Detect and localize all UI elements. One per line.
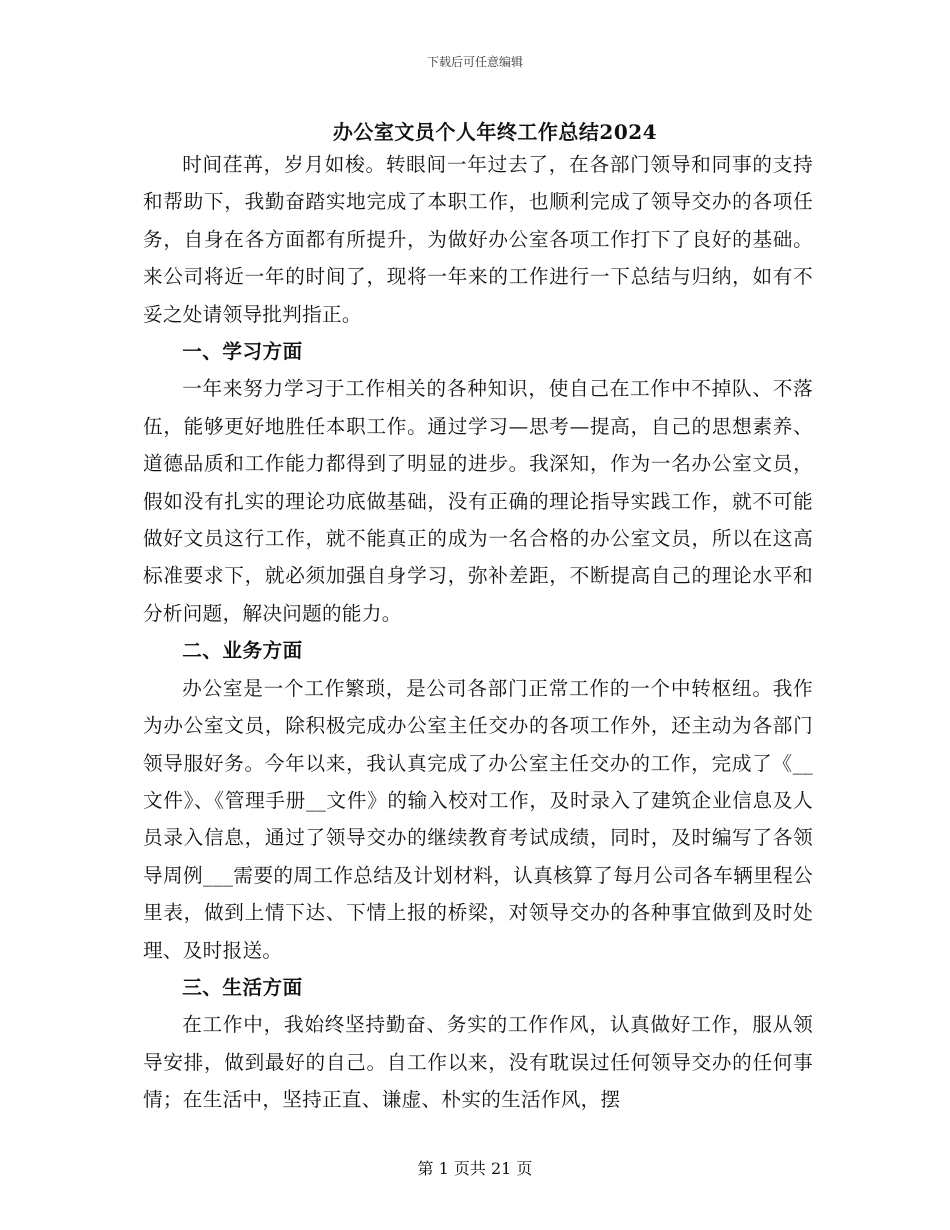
section-heading-business: 二、业务方面 xyxy=(182,639,303,663)
intro-paragraph: 时间荏苒，岁月如梭。转眼间一年过去了，在各部门领导和同事的支持和帮助下，我勤奋踏实地完成了本职工作，也顺利完成了领导交办的各项任务，自身在各方面都有所提升，为做好办公室各项工作打下了良好的基础。来公司将近一年的时间了，现将一年来的工作进行一下总结与归纳，如有不妥之处请领导批判指正。 xyxy=(143,153,813,326)
page-footer: 第 1 页共 21 页 xyxy=(417,1159,533,1178)
section-heading-study: 一、学习方面 xyxy=(182,340,303,364)
document-title: 办公室文员个人年终工作总结2024 xyxy=(332,120,658,144)
header-note: 下载后可任意编辑 xyxy=(426,55,523,69)
study-paragraph: 一年来努力学习于工作相关的各种知识，使自己在工作中不掉队、不落伍，能够更好地胜任本职工作。通过学习—思考—提高，自己的思想素养、道德品质和工作能力都得到了明显的进步。我深知，作为一名办公室文员，假如没有扎实的理论功底做基础，没有正确的理论指导实践工作，就不可能做好文员这行工作，就不能真正的成为一名合格的办公室文员，所以在这高标准要求下，就必须加强自身学习，弥补差距，不断提高自己的理论水平和分析问题，解决问题的能力。 xyxy=(143,377,813,625)
life-paragraph: 在工作中，我始终坚持勤奋、务实的工作作风，认真做好工作，服从领导安排，做到最好的自己。自工作以来，没有耽误过任何领导交办的任何事情；在生活中，坚持正直、谦虚、朴实的生活作风，摆 xyxy=(143,1013,813,1112)
document-body xyxy=(143,146,813,1119)
section-heading-life: 三、生活方面 xyxy=(182,975,303,999)
business-paragraph: 办公室是一个工作繁琐，是公司各部门正常工作的一个中转枢纽。我作为办公室文员，除积极完成办公室主任交办的各项工作外，还主动为各部门领导服好务。今年以来，我认真完成了办公室主任交办的工作，完成了《__文件》、《管理手册__文件》的输入校对工作，及时录入了建筑企业信息及人员录入信息，通过了领导交办的继续教育考试成绩，同时，及时编写了各领导周例___需要的周工作总结及计划材料，认真核算了每月公司各车辆里程公里表，做到上情下达、下情上报的桥梁，对领导交办的各种事宜做到及时处理、及时报送。 xyxy=(143,676,813,962)
